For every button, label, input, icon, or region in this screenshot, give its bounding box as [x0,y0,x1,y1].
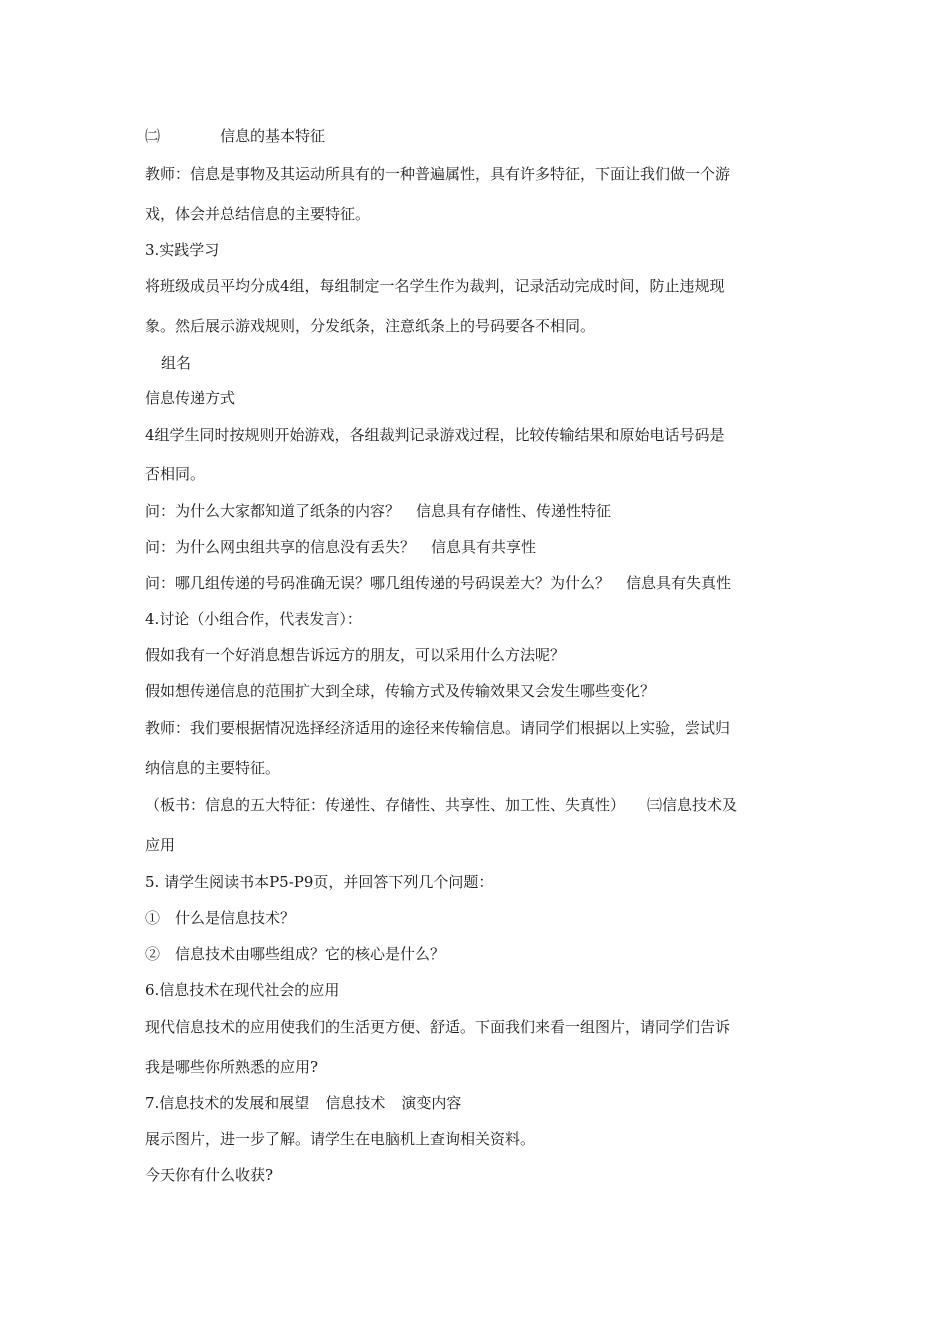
table-header-tech: 信息技术 [325,1094,386,1112]
paragraph-line: 假如想传递信息的范围扩大到全球，传输方式及传输效果又会发生哪些变化？ [145,682,656,700]
list-item: ① 什么是信息技术？ [145,909,296,927]
table-header-group: 组名 [161,354,192,372]
step-heading: 6.信息技术在现代社会的应用 [145,981,340,999]
step-heading: 5. 请学生阅读书本P5-P9页，并回答下列几个问题： [145,873,494,891]
question-line [145,537,536,557]
step-heading-line [145,1093,461,1113]
board-note-line [145,795,737,815]
board-note: （板书：信息的五大特征：传递性、存储性、共享性、加工性、失真性） [145,796,626,814]
paragraph-line: 将班级成员平均分成4组，每组制定一名学生作为裁判，记录活动完成时间，防止违规现 [145,277,725,295]
step-heading: 7.信息技术的发展和展望 [145,1094,310,1112]
paragraph-line: 教师：我们要根据情况选择经济适用的途径来传输信息。请同学们根据以上实验，尝试归 [145,719,731,737]
section-heading [145,126,325,146]
answer-text: 信息具有共享性 [431,538,537,556]
paragraph-line: 我是哪些你所熟悉的应用? [145,1058,319,1076]
list-item: ② 信息技术由哪些组成？它的核心是什么？ [145,945,446,963]
section-title-start: ㈢信息技术及 [647,796,738,814]
question-text: 问：为什么大家都知道了纸条的内容？ [145,502,401,520]
question-line [145,501,611,521]
paragraph-line: 展示图片，进一步了解。请学生在电脑机上查询相关资料。 [145,1130,536,1148]
paragraph-line: 象。然后展示游戏规则，分发纸条，注意纸条上的号码要各不相同。 [145,317,596,335]
question-text: 问：哪几组传递的号码准确无误？哪几组传递的号码误差大？为什么？ [145,574,611,592]
closing-question: 今天你有什么收获? [145,1166,274,1184]
paragraph-line: 戏，体会并总结信息的主要特征。 [145,205,371,223]
table-header-evolution: 演变内容 [401,1094,462,1112]
table-header-method: 信息传递方式 [145,389,236,407]
section-marker: ㈡ [145,127,161,145]
question-text: 问：为什么网虫组共享的信息没有丢失？ [145,538,416,556]
step-heading: 4.讨论（小组合作，代表发言）： [145,610,362,628]
paragraph-line: 教师：信息是事物及其运动所具有的一种普遍属性，具有许多特征，下面让我们做一个游 [145,165,731,183]
section-title: 信息的基本特征 [220,127,326,145]
paragraph-line: 纳信息的主要特征。 [145,759,281,777]
section-title-end: 应用 [145,836,176,854]
step-heading: 3.实践学习 [145,241,220,259]
paragraph-line: 4组学生同时按规则开始游戏，各组裁判记录游戏过程，比较传输结果和原始电话号码是 [145,426,725,444]
paragraph-line: 假如我有一个好消息想告诉远方的朋友，可以采用什么方法呢？ [145,646,566,664]
paragraph-line: 现代信息技术的应用使我们的生活更方便、舒适。下面我们来看一组图片，请同学们告诉 [145,1018,731,1036]
answer-text: 信息具有失真性 [626,574,732,592]
answer-text: 信息具有存储性、传递性特征 [416,502,612,520]
paragraph-line: 否相同。 [145,465,206,483]
question-line [145,573,731,593]
